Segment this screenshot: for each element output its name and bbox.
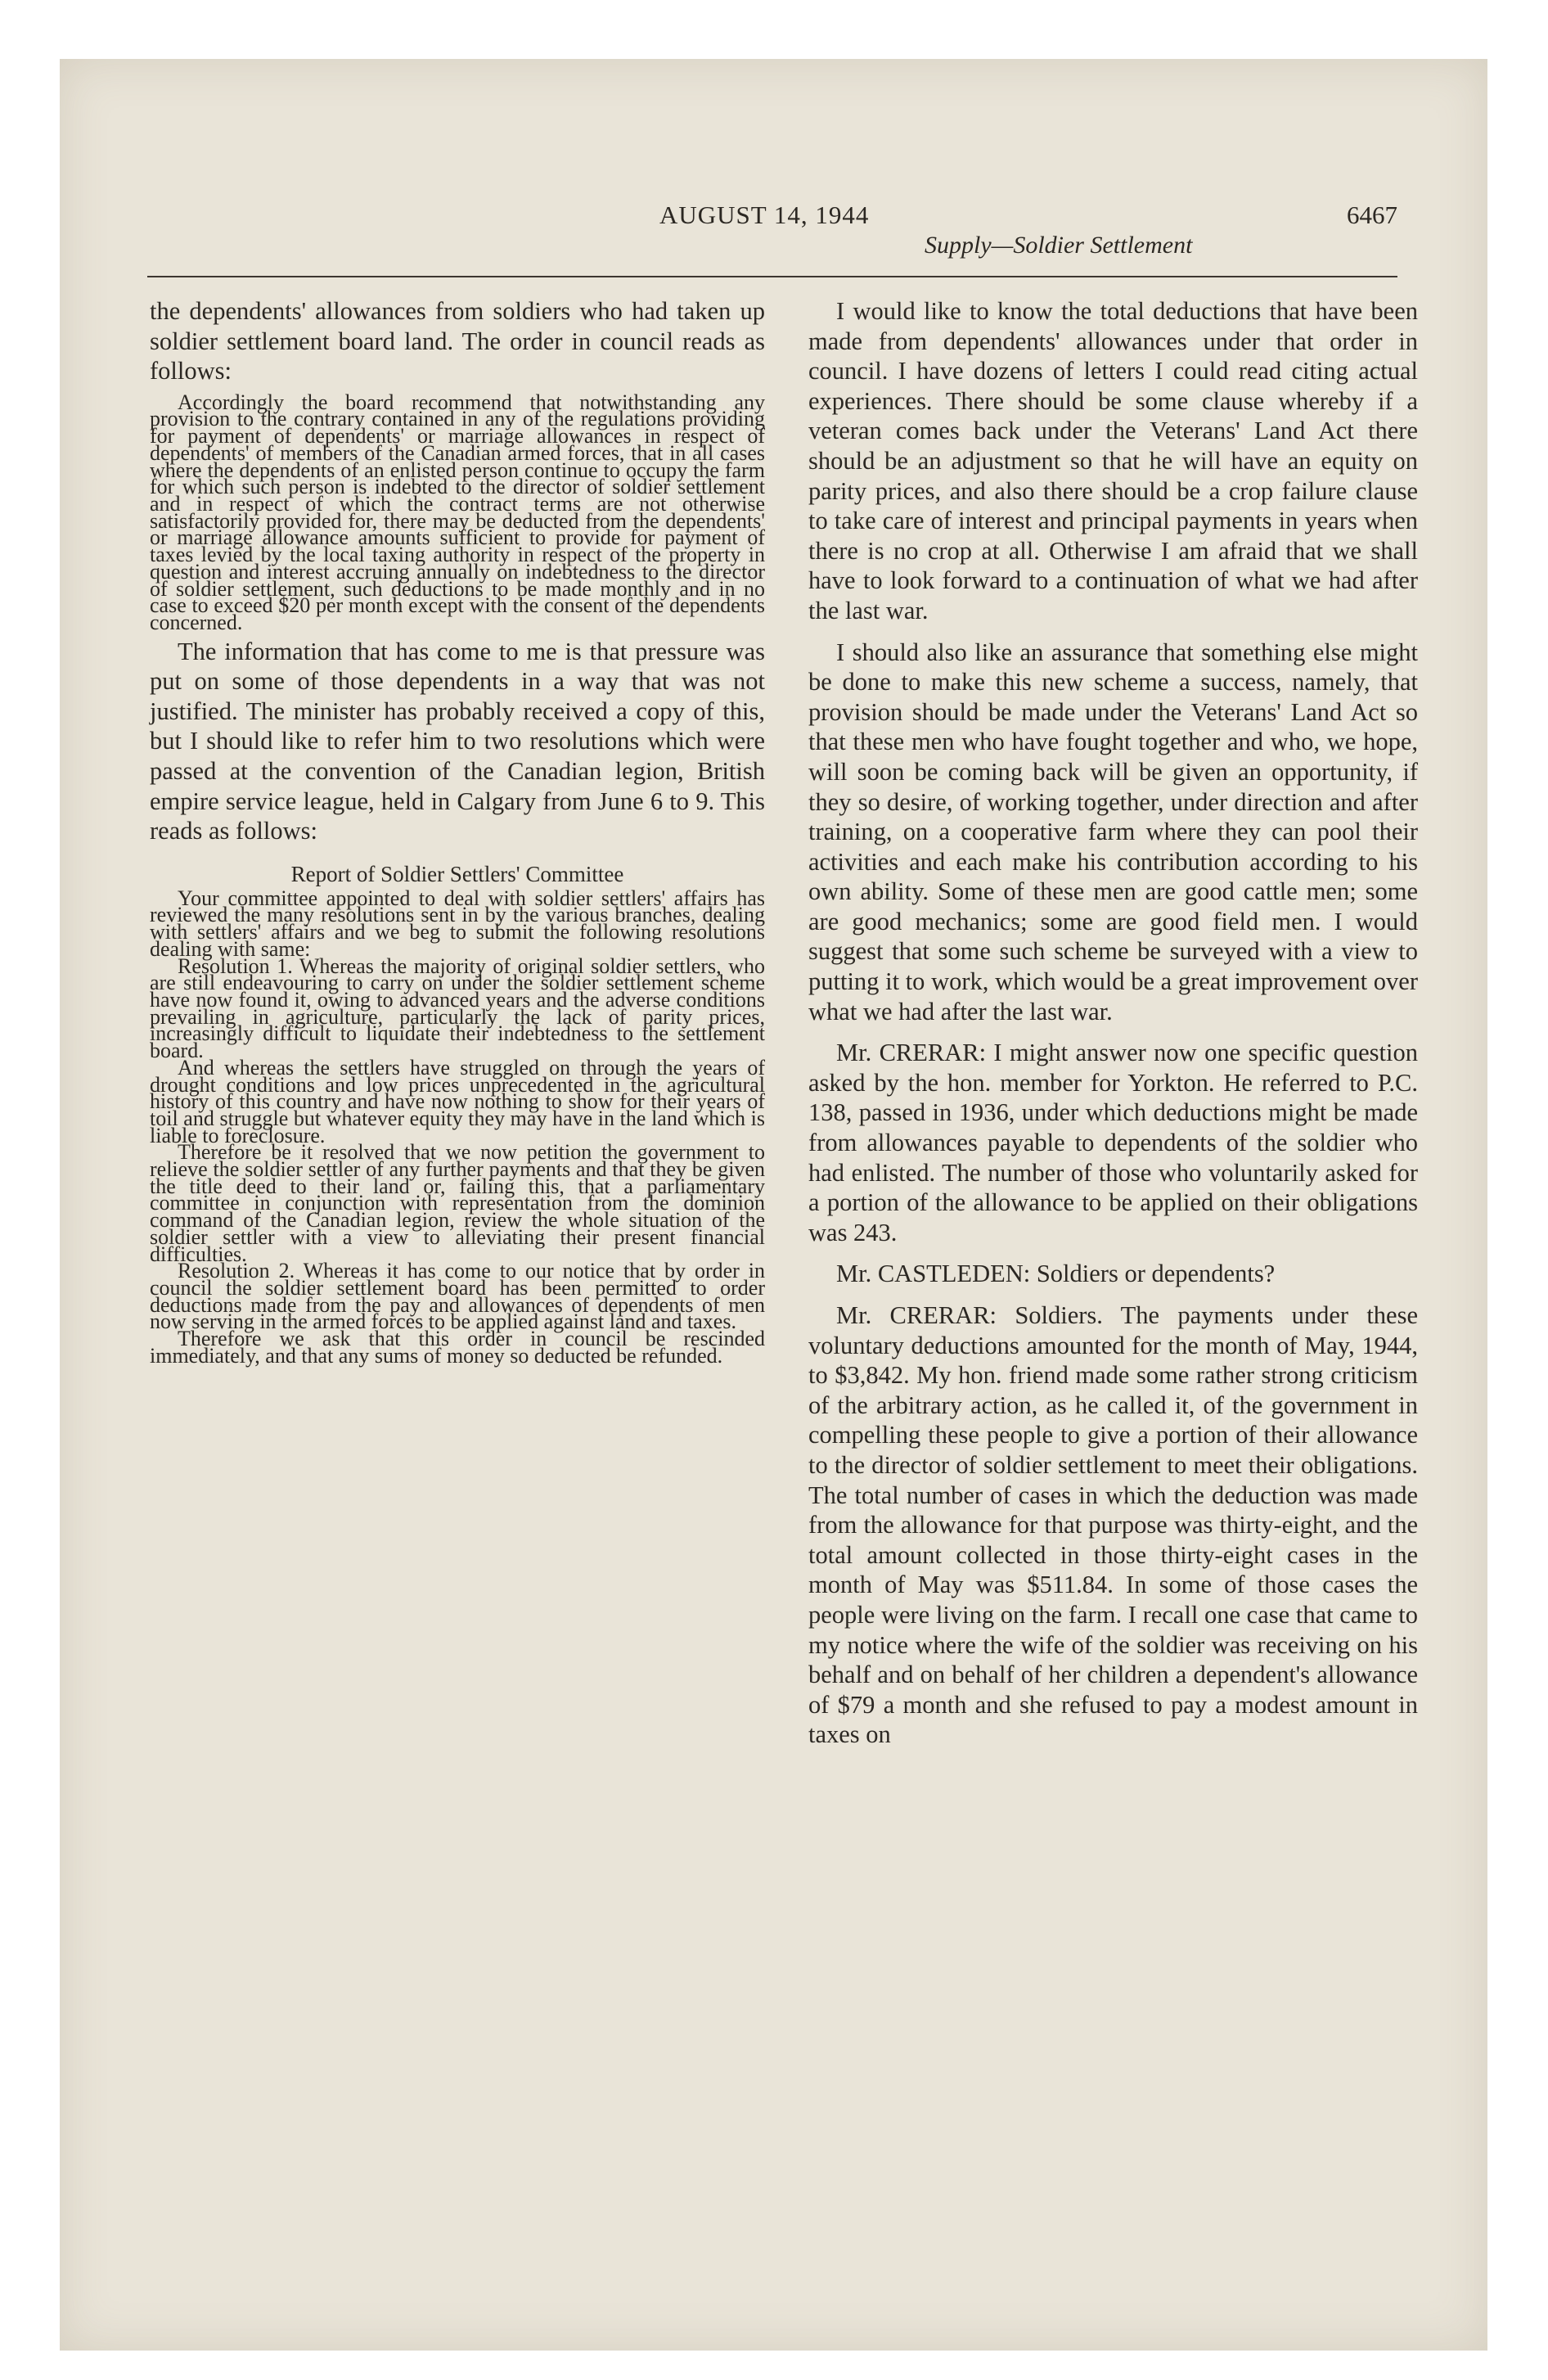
paragraph: Mr. CRERAR: I might answer now one specific question asked by the hon. member for Yorkton. He referred to P.C. 138, passed in 1936, under which deductions might be made from allowances payable to dependents of the soldier who had enlisted. The number of those who voluntarily asked for a portion of the allowance to be applied on their obligations was 243.: [808, 1039, 1418, 1246]
paragraph: the dependents' allowances from soldiers who had taken up soldier settlement board land. The order in council reads as follows:: [150, 297, 765, 385]
left-column: [150, 296, 765, 1368]
resolution-2: Resolution 2. Whereas it has come to our notice that by order in council the soldier settlement board has been permitted to order deductions made from the pay and allowances of dependents of men now serving in the armed forces to be applied against land and taxes.: [150, 1259, 765, 1334]
right-column: [808, 296, 1418, 1750]
paragraph: I would like to know the total deductions that have been made from dependents' allowances under that order in council. I have dozens of letters I could read citing actual experiences. There should be some clause whereby if a veteran comes back under the Veterans' Land Act there should be an adjustment so that he will have an equity on parity prices, and also there should be a crop failure clause to take care of interest and principal payments in years when there is no crop at all. Otherwise I am afraid that we shall have to look forward to a continuation of what we had after the last war.: [808, 297, 1418, 624]
quoted-order: Accordingly the board recommend that notwithstanding any provision to the contrary contained in any of the regulations providing for payment of dependents' or marriage allowances in respect of dependents' of members of the Canadian armed forces, that in all cases where the dependents of an enlisted person continue to occupy the farm for which such person is indebted to the director of soldier settlement and in respect of which the contract terms are not otherwise satisfactorily provided for, there may be deducted from the dependents' or marriage allowance amounts sufficient to provide for payment of taxes levied by the local taxing authority in respect of the property in question and interest accruing annually on indebtedness to the director of soldier settlement, such deductions to be made monthly and in no case to exceed $20 per month except with the consent of the dependents concerned.: [150, 390, 765, 634]
report-title: Report of Soldier Settlers' Committee: [290, 861, 624, 886]
resolution-2-therefore: Therefore we ask that this order in council be rescinded immediately, and that any sums of money so deducted be refunded.: [150, 1327, 765, 1368]
report-intro: Your committee appointed to deal with soldier settlers' affairs has reviewed the many resolutions sent in by the various branches, dealing with settlers' affairs and we beg to submit the following resolutions dealing with same:: [150, 886, 765, 961]
section-title: Supply—Soldier Settlement: [925, 232, 1193, 259]
paragraph: Mr. CRERAR: Soldiers. The payments under these voluntary deductions amounted for the month of May, 1944, to $3,842. My hon. friend made some rather strong criticism of the arbitrary action, as he called it, of the government in compelling these people to give a portion of their allowance to the director of soldier settlement to meet their obligations. The total number of cases in which the deduction was made from the allowance for that purpose was thirty-eight, and the total amount collected in those thirty-eight cases in the month of May was $511.84. In some of those cases the people were living on the farm. I recall one case that came to my notice where the wife of the soldier was receiving on his behalf and on behalf of her children a dependent's allowance of $79 a month and she refused to pay a modest amount in taxes on: [808, 1301, 1418, 1749]
resolution-1-resolved: Therefore be it resolved that we now petition the government to relieve the soldier settler of any further payments and that they be given the title deed to their land or, failing this, that a parliamentary committee in conjunction with representation from the dominion command of the Canadian legion, review the whole situation of the soldier settler with a view to alleviating their present financial difficulties.: [150, 1140, 765, 1266]
header-date: AUGUST 14, 1944: [659, 201, 870, 229]
resolution-1: Resolution 1. Whereas the majority of original soldier settlers, who are still endeavouring to carry on under the soldier settlement scheme have now found it, owing to advanced years and the adverse conditions prevailing in agriculture, particularly the lack of parity prices, increasingly difficult to liquidate their indebtedness to the settlement board.: [150, 953, 765, 1063]
header-rule: [147, 276, 1397, 277]
resolution-1-whereas: And whereas the settlers have struggled on through the years of drought conditions and low prices unprecedented in the agricultural history of this country and have now nothing to show for their years of toil and struggle but whatever equity they may have in the land which is liable to foreclosure.: [150, 1055, 765, 1147]
paragraph: I should also like an assurance that something else might be done to make this new scheme a success, namely, that provision should be made under the Veterans' Land Act so that these men who have fought together and who, we hope, will soon be coming back will be given an opportunity, if they so desire, of working together, under direction and after training, on a cooperative farm where they can pool their activities and each make his contribution according to his own ability. Some of these men are good cattle men; some are good mechanics; some are good field men. I would suggest that some such scheme be surveyed with a view to putting it to work, which would be a great improvement over what we had after the last war.: [808, 638, 1418, 1025]
paragraph: Mr. CASTLEDEN: Soldiers or dependents?: [836, 1260, 1276, 1288]
page-header: [147, 201, 1397, 278]
page-number: 6467: [1347, 201, 1397, 229]
paragraph: The information that has come to me is that pressure was put on some of those dependents in a way that was not justified. The minister has probably received a copy of this, but I should like to refer him to two resolutions which were passed at the convention of the Canadian legion, British empire service league, held in Calgary from June 6 to 9. This reads as follows:: [150, 637, 765, 845]
